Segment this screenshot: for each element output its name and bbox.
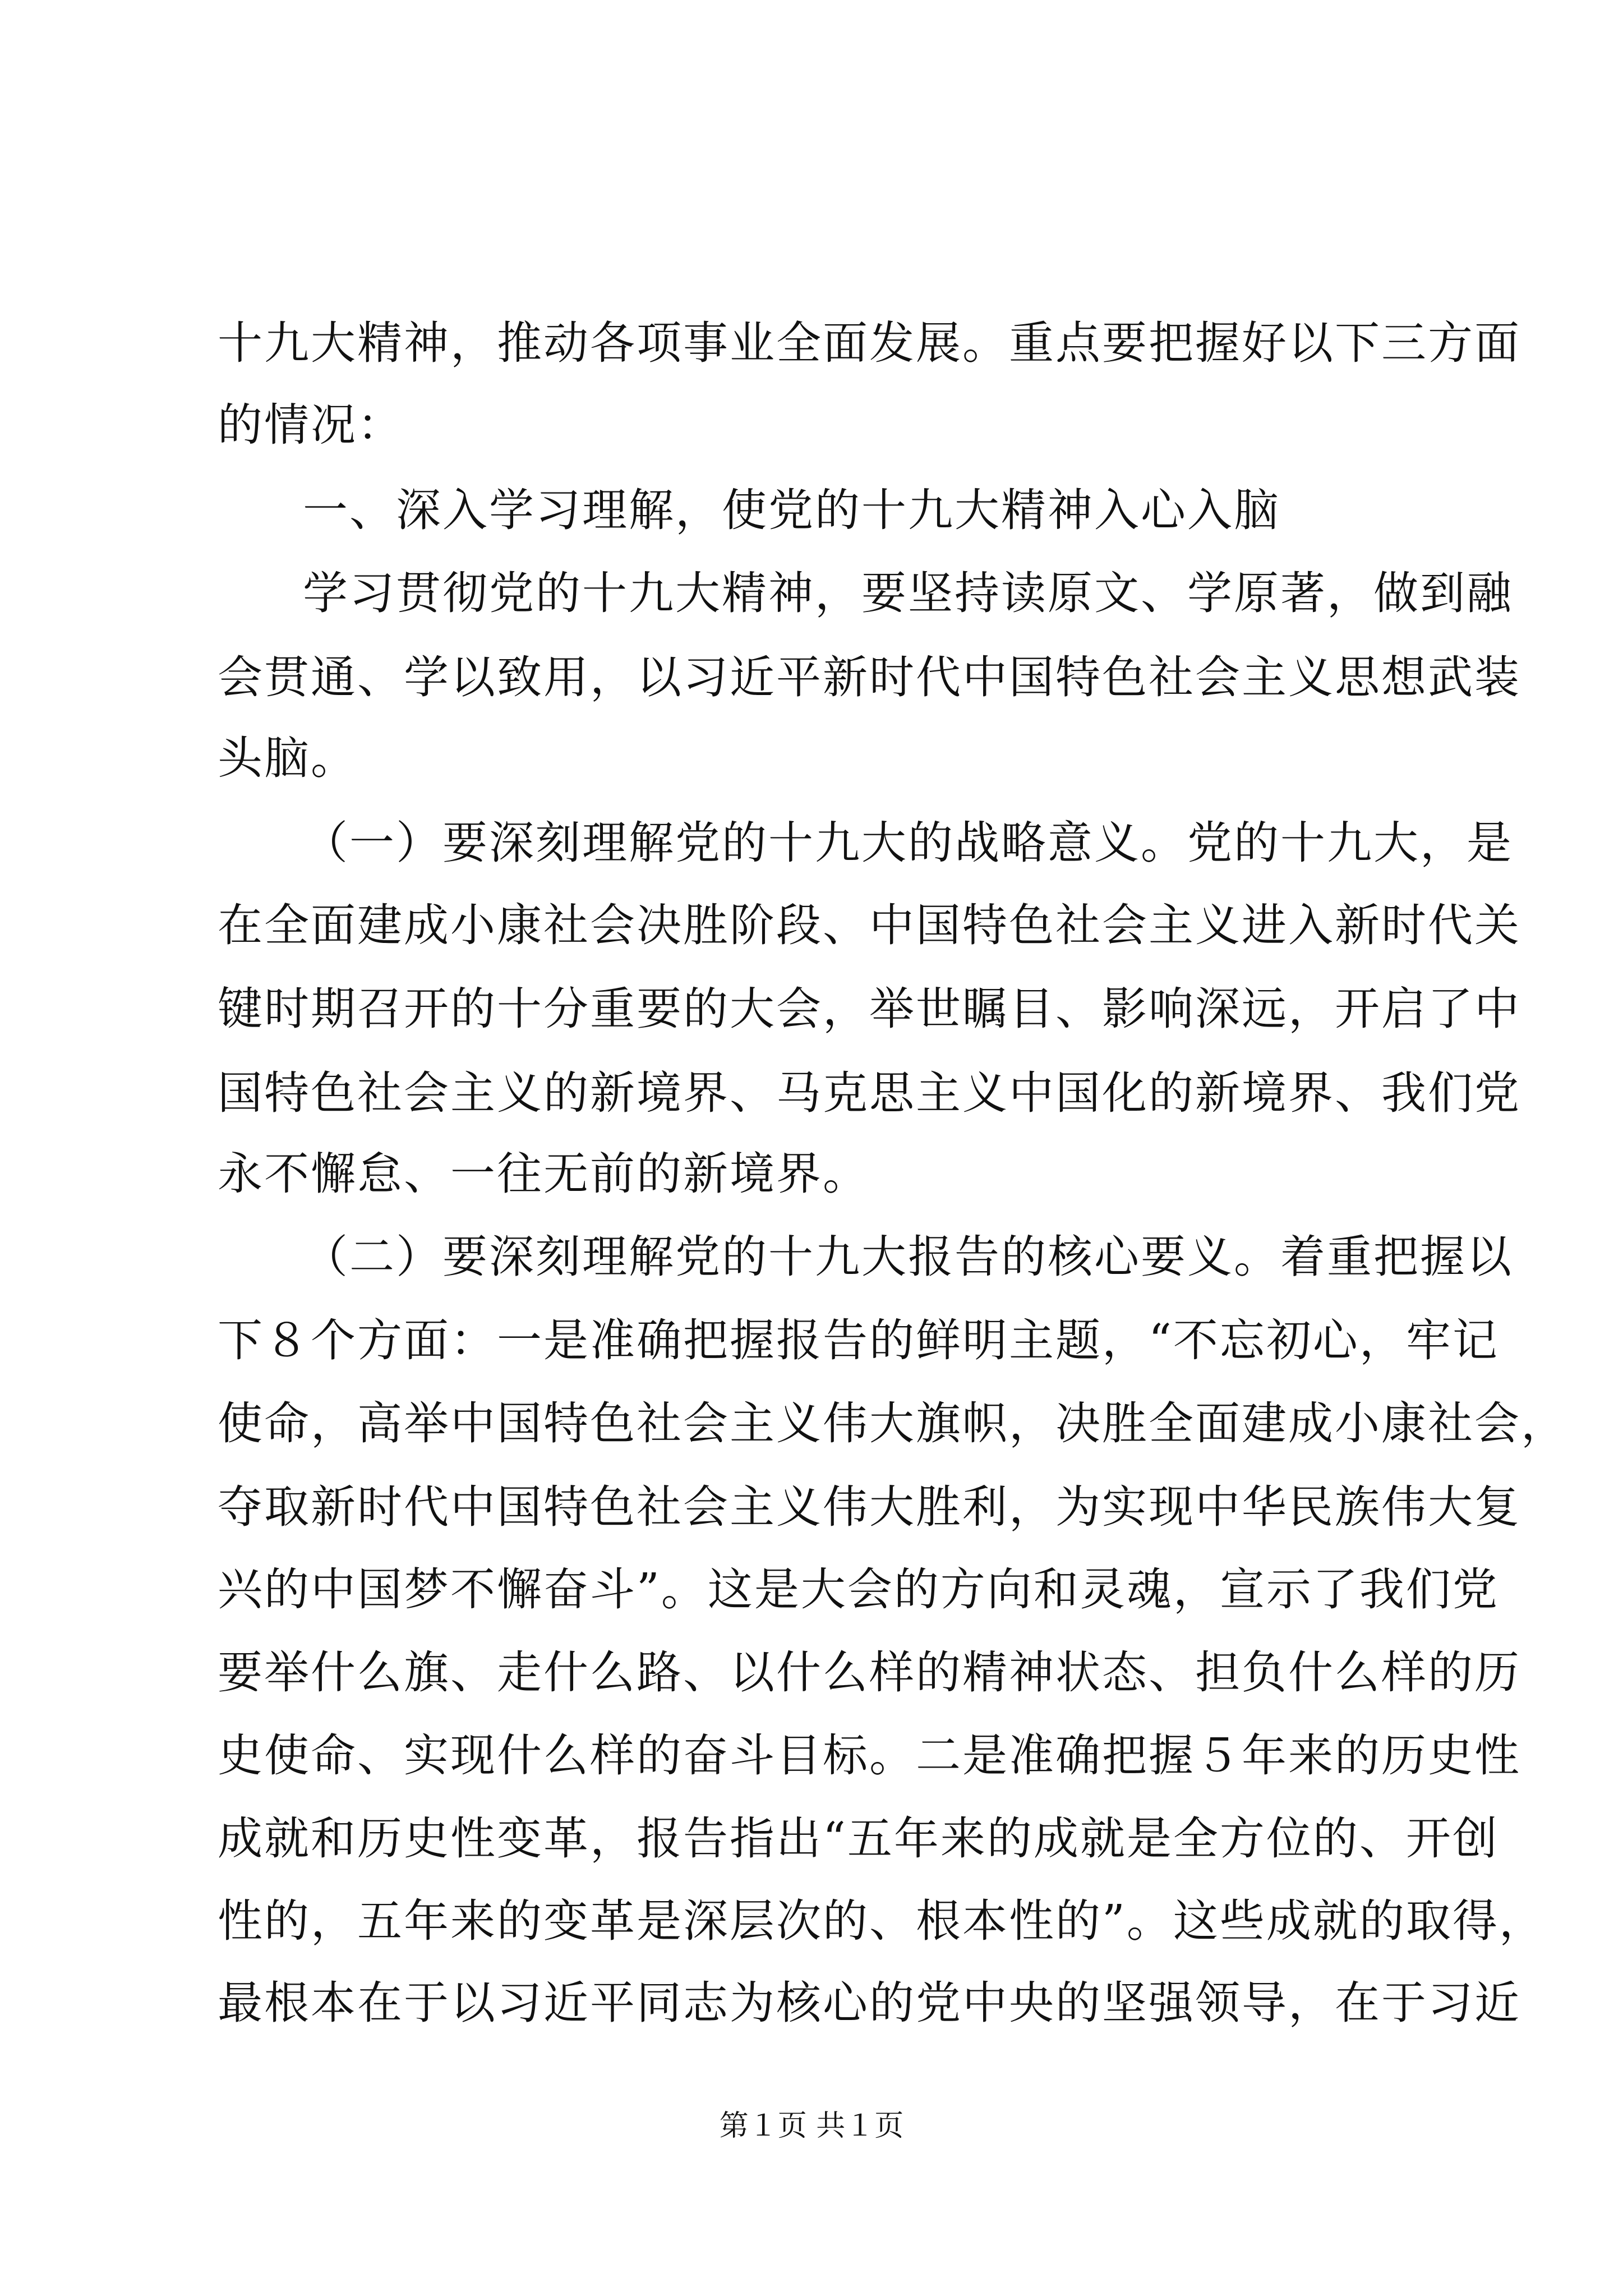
text-line: 史使命、实现什么样的奋斗目标。二是准确把握５年来的历史性 xyxy=(218,1729,1521,1782)
page-number-footer: 第１页 共１页 xyxy=(719,2109,904,2143)
text-line: 的情况： xyxy=(218,399,404,451)
text-line: 夺取新时代中国特色社会主义伟大胜利，为实现中华民族伟大复 xyxy=(218,1481,1521,1533)
text-line: 下８个方面：一是准确把握报告的鲜明主题，“不忘初心，牢记 xyxy=(218,1314,1499,1366)
text-line: 学习贯彻党的十九大精神，要坚持读原文、学原著，做到融 xyxy=(303,567,1513,619)
section-heading: 一、深入学习理解，使党的十九大精神入心入脑 xyxy=(303,484,1280,536)
text-line: 成就和历史性变革，报告指出“五年来的成就是全方位的、开创 xyxy=(218,1812,1499,1865)
text-line: 会贯通、学以致用，以习近平新时代中国特色社会主义思想武装 xyxy=(218,651,1521,703)
text-line: 十九大精神，推动各项事业全面发展。重点要把握好以下三方面 xyxy=(218,317,1521,369)
text-line: 兴的中国梦不懈奋斗”。这是大会的方向和灵魂，宣示了我们党 xyxy=(218,1563,1499,1616)
text-line: 性的，五年来的变革是深层次的、根本性的”。这些成就的取得， xyxy=(218,1895,1546,1947)
subsection-line: （一）要深刻理解党的十九大的战略意义。党的十九大，是 xyxy=(303,817,1513,869)
text-line: 头脑。 xyxy=(218,732,357,784)
text-line: 永不懈怠、一往无前的新境界。 xyxy=(218,1148,869,1200)
text-line: 在全面建成小康社会决胜阶段、中国特色社会主义进入新时代关 xyxy=(218,899,1521,951)
text-line: 键时期召开的十分重要的大会，举世瞩目、影响深远，开启了中 xyxy=(218,983,1521,1035)
text-line: 国特色社会主义的新境界、马克思主义中国化的新境界、我们党 xyxy=(218,1067,1521,1119)
text-line: 使命，高举中国特色社会主义伟大旗帜，决胜全面建成小康社会， xyxy=(218,1397,1567,1450)
text-line: 最根本在于以习近平同志为核心的党中央的坚强领导，在于习近 xyxy=(218,1977,1521,2029)
text-line: 要举什么旗、走什么路、以什么样的精神状态、担负什么样的历 xyxy=(218,1646,1521,1699)
subsection-line: （二）要深刻理解党的十九大报告的核心要义。着重把握以 xyxy=(303,1231,1513,1283)
